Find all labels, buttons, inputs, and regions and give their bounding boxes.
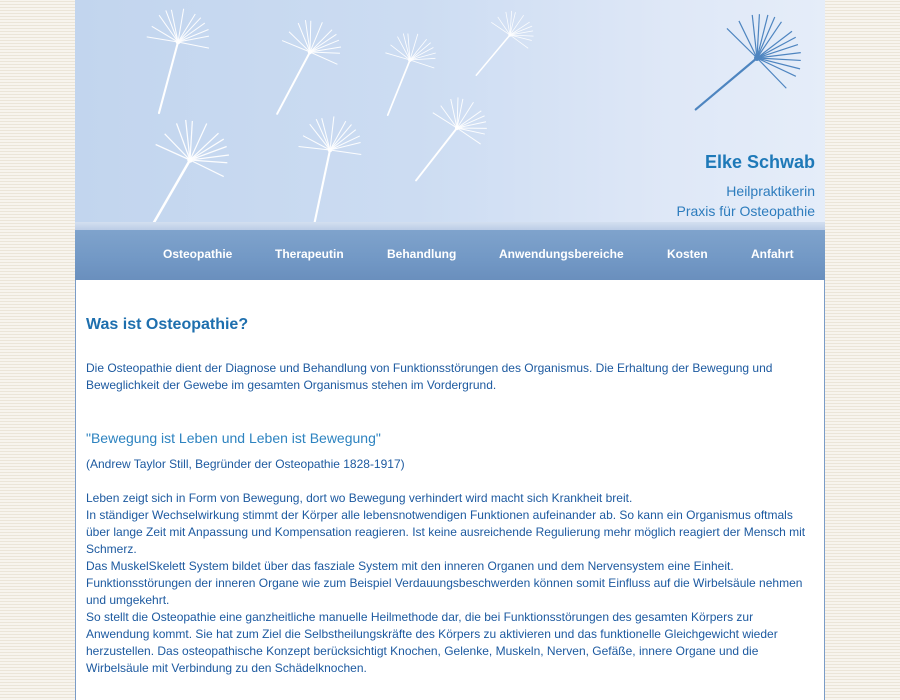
- body-paragraph: So stellt die Osteopathie eine ganzheitliche manuelle Heilmethode dar, die bei Funktionsstörungen des gesamten Körpers zur Anwendung kommt. Sie hat zum Ziel die Selbstheilungskräfte des Körpers zu aktivieren und das funktionelle Gleichgewicht wieder herzustellen. Das osteopathische Konzept berücksichtigt Knochen, Gelenke, Muskeln, Nerven, Gefäße, innere Organe und die Wirbelsäule mit Verbindung zu den Schädelknochen.: [86, 610, 778, 675]
- body-paragraph: Leben zeigt sich in Form von Bewegung, dort wo Bewegung verhindert wird macht sich Krankheit breit.: [86, 491, 633, 505]
- header-divider-band: [75, 222, 825, 230]
- body-paragraph: Das MuskelSkelett System bildet über das fasziale System mit den inneren Organen und dem Nervensystem eine Einheit. Funktionsstörungen der inneren Organe wie zum Beispiel Verdauungsbeschwerden können somit Einfluss auf die Wirbelsäule nehmen und umgekehrt.: [86, 559, 803, 607]
- dandelion-seed-icon: [394, 86, 499, 197]
- dandelion-seed-icon: [364, 25, 444, 124]
- nav-item-anwendungsbereiche[interactable]: Anwendungsbereiche: [499, 247, 624, 261]
- page-title: Was ist Osteopathie?: [86, 316, 249, 333]
- nav-item-behandlung[interactable]: Behandlung: [387, 247, 457, 261]
- page: [75, 0, 825, 700]
- nav-item-anfahrt[interactable]: Anfahrt: [751, 247, 794, 261]
- body-paragraph: In ständiger Wechselwirkung stimmt der Körper alle lebensnotwendigen Funktionen aufeinander ab. So kann ein Organismus oftmals über lange Zeit mit Anpassung und Kompensation reagieren. Ist keine ausreichende Regulierung mehr möglich reagiert der Mensch mit Schmerz.: [86, 508, 806, 556]
- body-text: [86, 490, 811, 677]
- quote: "Bewegung ist Leben und Leben ist Bewegung": [86, 430, 381, 446]
- main-content: [75, 280, 825, 700]
- dandelion-seed-icon: [284, 111, 368, 229]
- brand-name: Elke Schwab: [704, 152, 815, 172]
- dandelion-seed-icon: [459, 2, 543, 90]
- dandelion-seed-icon: [251, 10, 352, 128]
- quote-attribution: (Andrew Taylor Still, Begründer der Osteopathie 1828-1917): [86, 457, 405, 471]
- dandelion-seed-icon: [114, 107, 243, 230]
- dandelion-seed-dark-icon: [669, 0, 818, 142]
- dandelion-banner-graphic: [75, 0, 825, 230]
- brand-subtitle-practice: Praxis für Osteopathie: [676, 203, 815, 219]
- brand-subtitle-profession: Heilpraktikerin: [726, 183, 815, 199]
- nav-item-therapeutin[interactable]: Therapeutin: [275, 247, 344, 261]
- intro-paragraph: Die Osteopathie dient der Diagnose und Behandlung von Funktionsstörungen des Organismus. Die Erhaltung der Bewegung und Beweglichkeit der Gewebe im gesamten Organismus stehen im Vordergrund.: [86, 361, 773, 392]
- main-navigation: [75, 230, 825, 280]
- nav-item-kosten[interactable]: Kosten: [667, 247, 708, 261]
- nav-item-osteopathie[interactable]: Osteopathie: [163, 247, 233, 261]
- dandelion-seed-icon: [129, 1, 218, 121]
- header-banner: [75, 0, 825, 230]
